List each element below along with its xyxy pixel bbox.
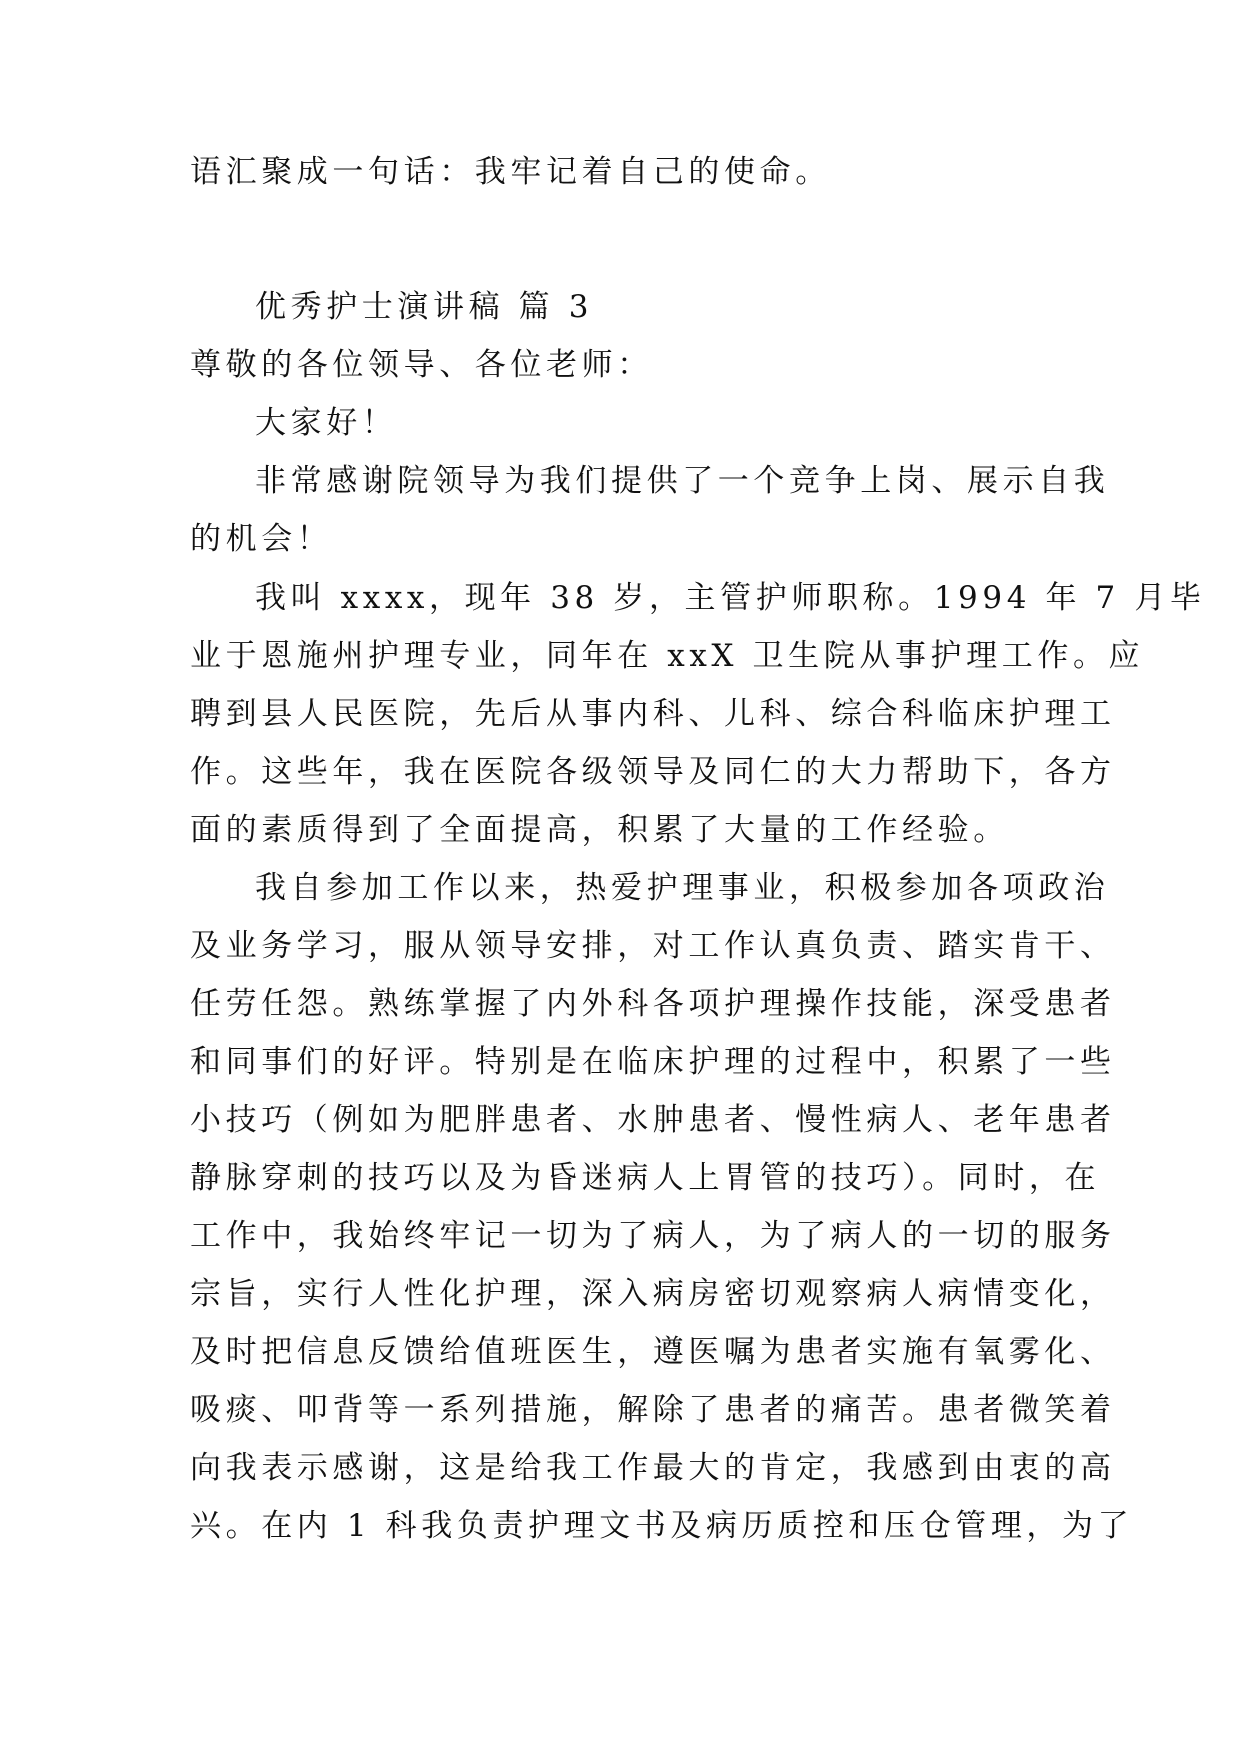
text-line: 吸痰、叩背等一系列措施，解除了患者的痛苦。患者微笑着 [190,1392,1116,1428]
text-line: 向我表示感谢，这是给我工作最大的肯定，我感到由衷的高 [190,1450,1116,1486]
text-line: 作。这些年，我在医院各级领导及同仁的大力帮助下，各方 [190,754,1116,790]
section-heading: 优秀护士演讲稿 篇 3 [255,289,594,325]
text-line: 聘到县人民医院，先后从事内科、儿科、综合科临床护理工 [190,696,1116,732]
text-line: 面的素质得到了全面提高，积累了大量的工作经验。 [190,812,1009,848]
text-line: 业于恩施州护理专业，同年在 xxX 卫生院从事护理工作。应 [190,638,1145,674]
greeting: 大家好！ [255,405,398,441]
text-line: 工作中，我始终牢记一切为了病人，为了病人的一切的服务 [190,1218,1116,1254]
text-line: 宗旨，实行人性化护理，深入病房密切观察病人病情变化， [190,1276,1116,1312]
text-line: 及时把信息反馈给值班医生，遵医嘱为患者实施有氧雾化、 [190,1334,1116,1370]
text-line: 兴。在内 1 科我负责护理文书及病历质控和压仓管理，为了 [190,1508,1134,1544]
text-line: 我叫 xxxx，现年 38 岁，主管护师职称。1994 年 7 月毕 [255,580,1206,616]
text-line: 和同事们的好评。特别是在临床护理的过程中，积累了一些 [190,1044,1116,1080]
text-line: 及业务学习，服从领导安排，对工作认真负责、踏实肯干、 [190,928,1116,964]
text-line: 非常感谢院领导为我们提供了一个竞争上岗、展示自我 [255,463,1110,499]
salutation: 尊敬的各位领导、各位老师： [190,347,653,383]
text-line: 语汇聚成一句话：我牢记着自己的使命。 [190,154,831,190]
text-line: 我自参加工作以来，热爱护理事业，积极参加各项政治 [255,870,1110,906]
text-line: 任劳任怨。熟练掌握了内外科各项护理操作技能，深受患者 [190,986,1116,1022]
text-line: 静脉穿刺的技巧以及为昏迷病人上胃管的技巧）。同时，在 [190,1160,1101,1196]
text-line: 小技巧（例如为肥胖患者、水肿患者、慢性病人、老年患者 [190,1102,1116,1138]
text-line: 的机会！ [190,521,333,557]
